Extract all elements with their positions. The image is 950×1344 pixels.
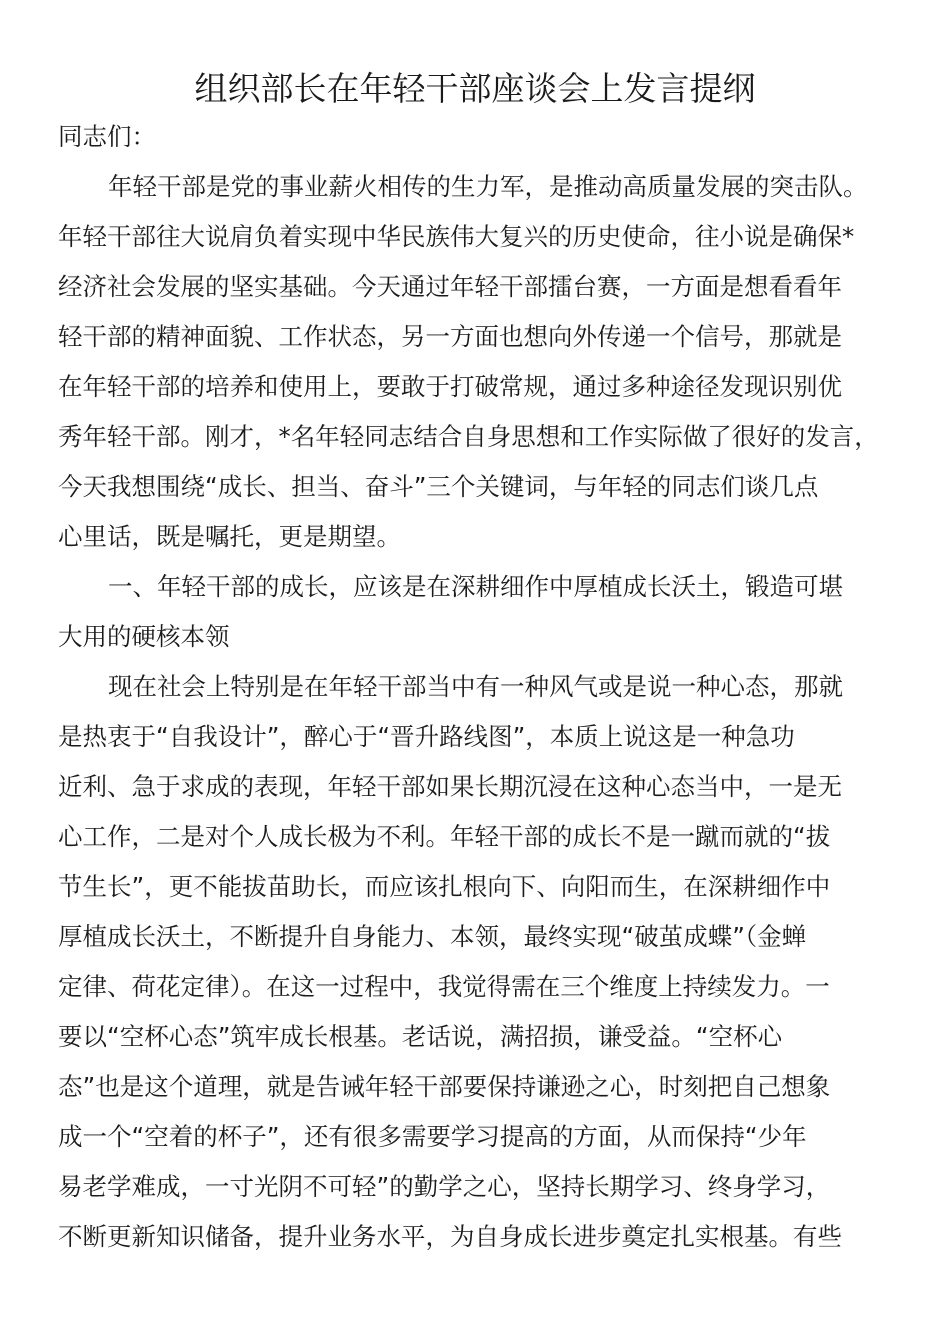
paragraph-line: 在年轻干部的培养和使用上，要敢于打破常规，通过多种途径发现识别优	[58, 372, 842, 401]
paragraph-line: 定律、荷花定律）。在这一过程中，我觉得需在三个维度上持续发力。一	[58, 972, 830, 1001]
paragraph-line: 要以“空杯心态”筑牢成长根基。老话说，满招损，谦受益。“空杯心	[58, 1022, 783, 1051]
paragraph-line: 年轻干部往大说肩负着实现中华民族伟大复兴的历史使命，往小说是确保*	[58, 222, 855, 251]
paragraph-line: 年轻干部是党的事业薪火相传的生力军，是推动高质量发展的突击队。	[108, 172, 868, 201]
paragraph-line: 现在社会上特别是在年轻干部当中有一种风气或是说一种心态，那就	[108, 672, 843, 701]
paragraph-line: 是热衷于“自我设计”，醉心于“晋升路线图”，本质上说这是一种急功	[58, 722, 795, 751]
paragraph-line: 今天我想围绕“成长、担当、奋斗”三个关键词，与年轻的同志们谈几点	[58, 472, 819, 501]
paragraph-line: 心里话，既是嘱托，更是期望。	[58, 522, 401, 551]
paragraph-line: 秀年轻干部。刚才，*名年轻同志结合自身思想和工作实际做了很好的发言，	[58, 422, 879, 451]
salutation: 同志们：	[58, 122, 156, 151]
paragraph-line: 近利、急于求成的表现，年轻干部如果长期沉浸在这种心态当中，一是无	[58, 772, 842, 801]
paragraph-line: 节生长”，更不能拔苗助长，而应该扎根向下、向阳而生，在深耕细作中	[58, 872, 831, 901]
paragraph-line: 经济社会发展的坚实基础。今天通过年轻干部擂台赛，一方面是想看看年	[58, 272, 842, 301]
section-heading-line: 大用的硬核本领	[58, 622, 230, 651]
document-title: 组织部长在年轻干部座谈会上发言提纲	[194, 69, 756, 108]
document-body	[58, 112, 918, 1262]
paragraph-line: 不断更新知识储备，提升业务水平，为自身成长进步奠定扎实根基。有些	[58, 1222, 842, 1251]
paragraph-line: 轻干部的精神面貌、工作状态，另一方面也想向外传递一个信号，那就是	[58, 322, 842, 351]
paragraph-line: 态”也是这个道理，就是告诫年轻干部要保持谦逊之心，时刻把自己想象	[58, 1072, 831, 1101]
paragraph-line: 厚植成长沃土，不断提升自身能力、本领，最终实现“破茧成蝶”（金蝉	[58, 922, 807, 951]
paragraph-line: 成一个“空着的杯子”，还有很多需要学习提高的方面，从而保持“少年	[58, 1122, 807, 1151]
section-heading-line: 一、年轻干部的成长，应该是在深耕细作中厚植成长沃土，锻造可堪	[108, 572, 843, 601]
paragraph-line: 心工作，二是对个人成长极为不利。年轻干部的成长不是一蹴而就的“拔	[58, 822, 831, 851]
paragraph-line: 易老学难成，一寸光阴不可轻”的勤学之心，坚持长期学习、终身学习，	[58, 1172, 831, 1201]
